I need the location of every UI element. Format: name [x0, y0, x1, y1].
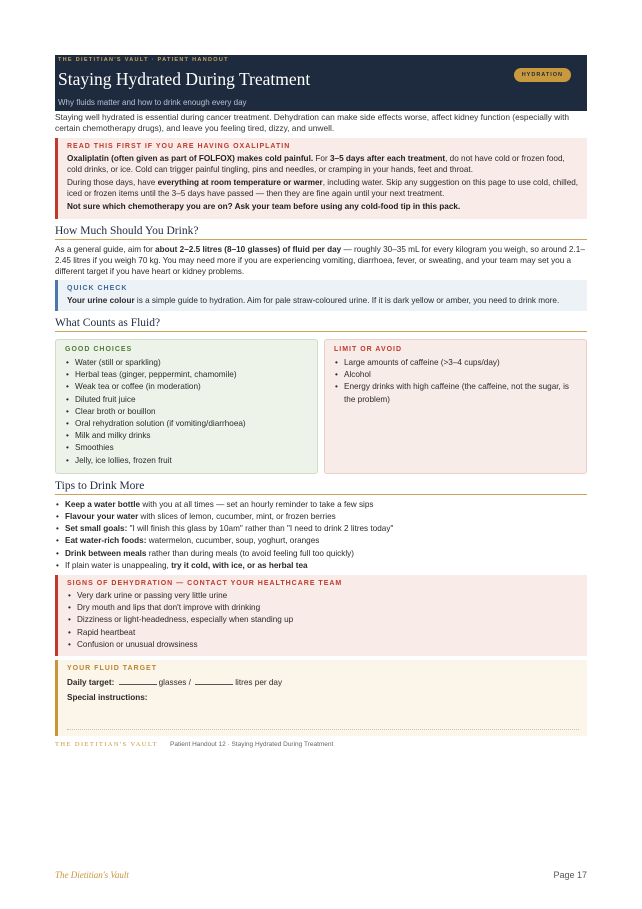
good-choices-list — [65, 357, 308, 467]
limit-avoid-label: LIMIT OR AVOID — [334, 346, 403, 353]
handout-footer — [55, 741, 587, 748]
list-item: • Alcohol — [334, 369, 577, 381]
list-item: • Eat water-rich foods: watermelon, cucumber, soup, yoghurt, oranges — [55, 535, 587, 547]
warning-paragraph-1: Oxaliplatin (often given as part of FOLFOX) makes cold painful. For 3–5 days after each treatment, do not have cold or frozen food, cold drinks, or ice. Cold can trigger painful tingling, pins and needles, or cramping in your hands, feet and throat. — [67, 154, 565, 174]
list-item: • Smoothies — [65, 442, 308, 454]
header-kicker: THE DIETITIAN'S VAULT · PATIENT HANDOUT — [58, 57, 229, 63]
warning-paragraph-3: Not sure which chemotherapy you are on? Ask your team before using any cold-food tip in this pack. — [67, 202, 461, 211]
topic-badge: HYDRATION — [514, 68, 571, 82]
list-item: • Milk and milky drinks — [65, 430, 308, 442]
fluid-heading: What Counts as Fluid? — [55, 317, 587, 332]
glasses-blank[interactable] — [119, 678, 157, 685]
limit-avoid-list — [334, 357, 577, 406]
dehydration-signs-box — [55, 575, 587, 656]
quick-check-label: QUICK CHECK — [67, 285, 128, 292]
daily-target-line: Daily target: glasses / litres per day — [67, 678, 283, 688]
list-item: • Drink between meals rather than during meals (to avoid feeling full too quickly) — [55, 548, 587, 560]
oxaliplatin-warning — [55, 138, 587, 219]
list-item: • Very dark urine or passing very little urine — [67, 590, 579, 602]
list-item: • Clear broth or bouillon — [65, 406, 308, 418]
dehydration-signs-label: SIGNS OF DEHYDRATION — CONTACT YOUR HEALTHCARE TEAM — [67, 580, 343, 588]
intro-paragraph: Staying well hydrated is essential during cancer treatment. Dehydration can make side effects worse, affect kidney function (especially with certain chemotherapy drugs), and leave you feeling tired, dizzy, and unwell. — [55, 112, 570, 133]
list-item: • Large amounts of caffeine (>3–4 cups/day) — [334, 357, 577, 369]
page-subtitle: Why fluids matter and how to drink enough every day — [58, 98, 247, 107]
list-item: • Flavour your water with slices of lemon, cucumber, mint, or frozen berries — [55, 511, 587, 523]
list-item: • Herbal teas (ginger, peppermint, chamomile) — [65, 369, 308, 381]
warning-paragraph-2: During those days, have everything at room temperature or warmer, including water. Skip any suggestion on this page to use cold, chilled, iced or frozen items until the 3–5 days have passed — then they are fine again until your next treatment. — [67, 178, 579, 198]
fluid-target-box — [55, 660, 587, 736]
quick-check-box — [55, 280, 587, 311]
list-item: • Dry mouth and lips that don't improve with drinking — [67, 602, 579, 614]
good-choices-label: GOOD CHOICES — [65, 346, 133, 353]
special-instructions-line: Special instructions: — [67, 693, 148, 703]
list-item: • Dizziness or light-headedness, especially when standing up — [67, 614, 579, 626]
fluid-columns — [55, 339, 587, 474]
fluid-target-label: YOUR FLUID TARGET — [67, 665, 157, 673]
how-much-paragraph: As a general guide, aim for about 2–2.5 litres (8–10 glasses) of fluid per day — roughly 30–35 mL for every kilogram you weigh, so around 2.1–2.45 litres if you weigh 70 kg. You may need more if you are experiencing vomiting, diarrhoea, fever, or sweating, and your team may set you a different target if you have heart or kidney problems. — [55, 245, 585, 276]
page-number: Page 17 — [553, 870, 587, 880]
list-item: • Keep a water bottle with you at all times — set an hourly reminder to take a few sips — [55, 499, 587, 511]
handout-header — [55, 55, 587, 111]
tips-list — [55, 499, 587, 572]
tips-heading: Tips to Drink More — [55, 480, 587, 495]
list-item: • Confusion or unusual drowsiness — [67, 639, 579, 651]
list-item: • Oral rehydration solution (if vomiting/diarrhoea) — [65, 418, 308, 430]
write-in-line[interactable] — [67, 729, 579, 730]
list-item: • Water (still or sparkling) — [65, 357, 308, 369]
good-choices-box — [55, 339, 318, 474]
how-much-heading: How Much Should You Drink? — [55, 225, 587, 240]
list-item: • Energy drinks with high caffeine (the caffeine, not the sugar, is the problem) — [334, 381, 577, 405]
quick-check-text: Your urine colour is a simple guide to hydration. Aim for pale straw-coloured urine. If it is dark yellow or amber, you need to drink more. — [67, 296, 560, 305]
litres-blank[interactable] — [195, 678, 233, 685]
list-item: • Weak tea or coffee (in moderation) — [65, 381, 308, 393]
footer-info: Patient Handout 12 · Staying Hydrated During Treatment — [170, 741, 334, 749]
list-item: • Rapid heartbeat — [67, 627, 579, 639]
footer-brand: THE DIETITIAN'S VAULT — [55, 741, 159, 749]
list-item: • If plain water is unappealing, try it cold, with ice, or as herbal tea — [55, 560, 587, 572]
dehydration-signs-list — [67, 590, 579, 651]
list-item: • Set small goals: "I will finish this glass by 10am" rather than "I need to drink 2 litres today" — [55, 523, 587, 535]
warning-label: READ THIS FIRST IF YOU ARE HAVING OXALIPLATIN — [67, 143, 291, 150]
page-footer-brand: The Dietitian's Vault — [55, 870, 129, 880]
list-item: • Diluted fruit juice — [65, 394, 308, 406]
handout-sheet — [55, 55, 587, 748]
list-item: • Jelly, ice lollies, frozen fruit — [65, 455, 308, 467]
page-title: Staying Hydrated During Treatment — [58, 69, 311, 89]
limit-avoid-box — [324, 339, 587, 474]
